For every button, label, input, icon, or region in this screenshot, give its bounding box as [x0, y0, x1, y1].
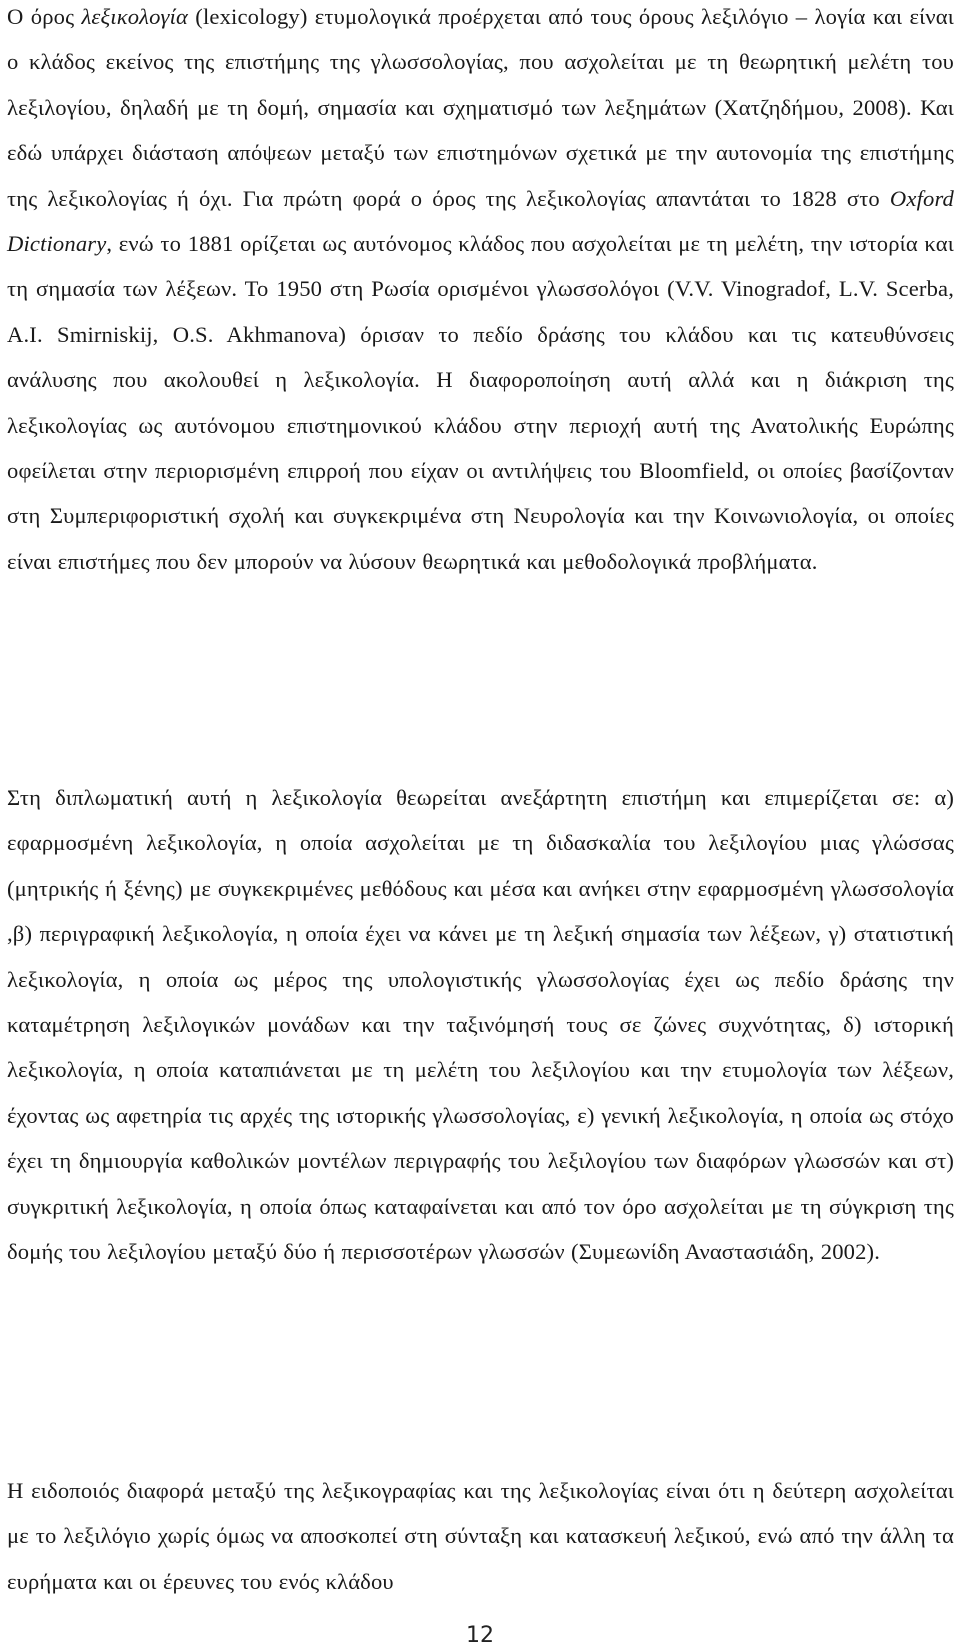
- paragraph-lexicology-branches: [7, 775, 954, 1274]
- term-lexicology-italic: λεξικολογία: [81, 4, 189, 29]
- text-run: (lexicology) ετυμολογικά προέρχεται από τους όρους λεξιλόγιο – λογία και είναι ο κλάδος εκείνος της επιστήμης της γλωσσολογίας, που ασχολείται με τη θεωρητική μελέτη του λεξιλογίου, δηλαδή με τη δομή, σημασία και σχηματισμό των λεξημάτων (Χατζηδήμου, 2008). Και εδώ υπάρχει διάσταση απόψεων μεταξύ των επιστημόνων σχετικά με την αυτονομία της επιστήμης της λεξικολογίας ή όχι. Για πρώτη φορά ο όρος της λεξικολογίας απαντάται το 1828 στο: [7, 4, 954, 211]
- text-run: Η ειδοποιός διαφορά μεταξύ της λεξικογραφίας και της λεξικολογίας είναι ότι η δεύτερη ασχολείται με το λεξιλόγιο χωρίς όμως να αποσκοπεί στη σύνταξη και κατασκευή λεξικού, ενώ από την άλλη τα ευρήματα και οι έρευνες του ενός κλάδου: [7, 1478, 954, 1594]
- page-number: 12: [466, 1623, 494, 1648]
- text-run: Ο όρος: [7, 4, 82, 29]
- paragraph-lexicography-difference: [7, 1468, 954, 1604]
- text-run: , ενώ το 1881 ορίζεται ως αυτόνομος κλάδος που ασχολείται με τη μελέτη, την ιστορία και τη σημασία των λέξεων. Το 1950 στη Ρωσία ορισμένοι γλωσσολόγοι (V.V. Vinogradof, L.V. Scerba, A.I. Smirniskij, O.S. Akhmanova) όρισαν το πεδίο δράσης του κλάδου και τις κατευθύνσεις ανάλυσης που ακολουθεί η λεξικολογία. Η διαφοροποίηση αυτή αλλά και η διάκριση της λεξικολογίας ως αυτόνομου επιστημονικού κλάδου στην περιοχή αυτή της Ανατολικής Ευρώπης οφείλεται στην περιορισμένη επιρροή που είχαν οι αντιλήψεις του Bloomfield, οι οποίες βασίζονταν στη Συμπεριφοριστική σχολή και συγκεκριμένα στη Νευρολογία και την Κοινωνιολογία, οι οποίες είναι επιστήμες που δεν μπορούν να λύσουν θεωρητικά και μεθοδολογικά προβλήματα.: [7, 231, 954, 574]
- paragraph-lexicology-definition: [7, 0, 954, 584]
- oxford-dictionary-italic: Oxford Dictionary: [7, 185, 954, 257]
- text-run: Στη διπλωματική αυτή η λεξικολογία θεωρείται ανεξάρτητη επιστήμη και επιμερίζεται σε: α) εφαρμοσμένη λεξικολογία, η οποία ασχολείται με τη διδασκαλία του λεξιλογίου μιας γλώσσας (μητρικής ή ξένης) με συγκεκριμένες μεθόδους και μέσα και ανήκει στην εφαρμοσμένη γλωσσολογία ,β) περιγραφική λεξικολογία, η οποία έχει να κάνει με τη λεξική σημασία των λέξεων, γ) στατιστική λεξικολογία, η οποία ως μέρος της υπολογιστικής γλωσσολογίας έχει ως πεδίο δράσης την καταμέτρηση λεξιλογικών μονάδων και την ταξινόμησή τους σε ζώνες συχνότητας, δ) ιστορική λεξικολογία, η οποία καταπιάνεται με τη μελέτη του λεξιλογίου και την ετυμολογία των λέξεων, έχοντας ως αφετηρία τις αρχές της ιστορικής γλωσσολογίας, ε) γενική λεξικολογία, η οποία ως στόχο έχει τη δημιουργία καθολικών μοντέλων περιγραφής του λεξιλογίου των διαφόρων γλωσσών και στ) συγκριτική λεξικολογία, η οποία όπως καταφαίνεται και από τον όρο ασχολείται με τη σύγκριση της δομής του λεξιλογίου μεταξύ δύο ή περισσοτέρων γλωσσών (Συμεωνίδη Αναστασιάδη, 2002).: [7, 785, 954, 1265]
